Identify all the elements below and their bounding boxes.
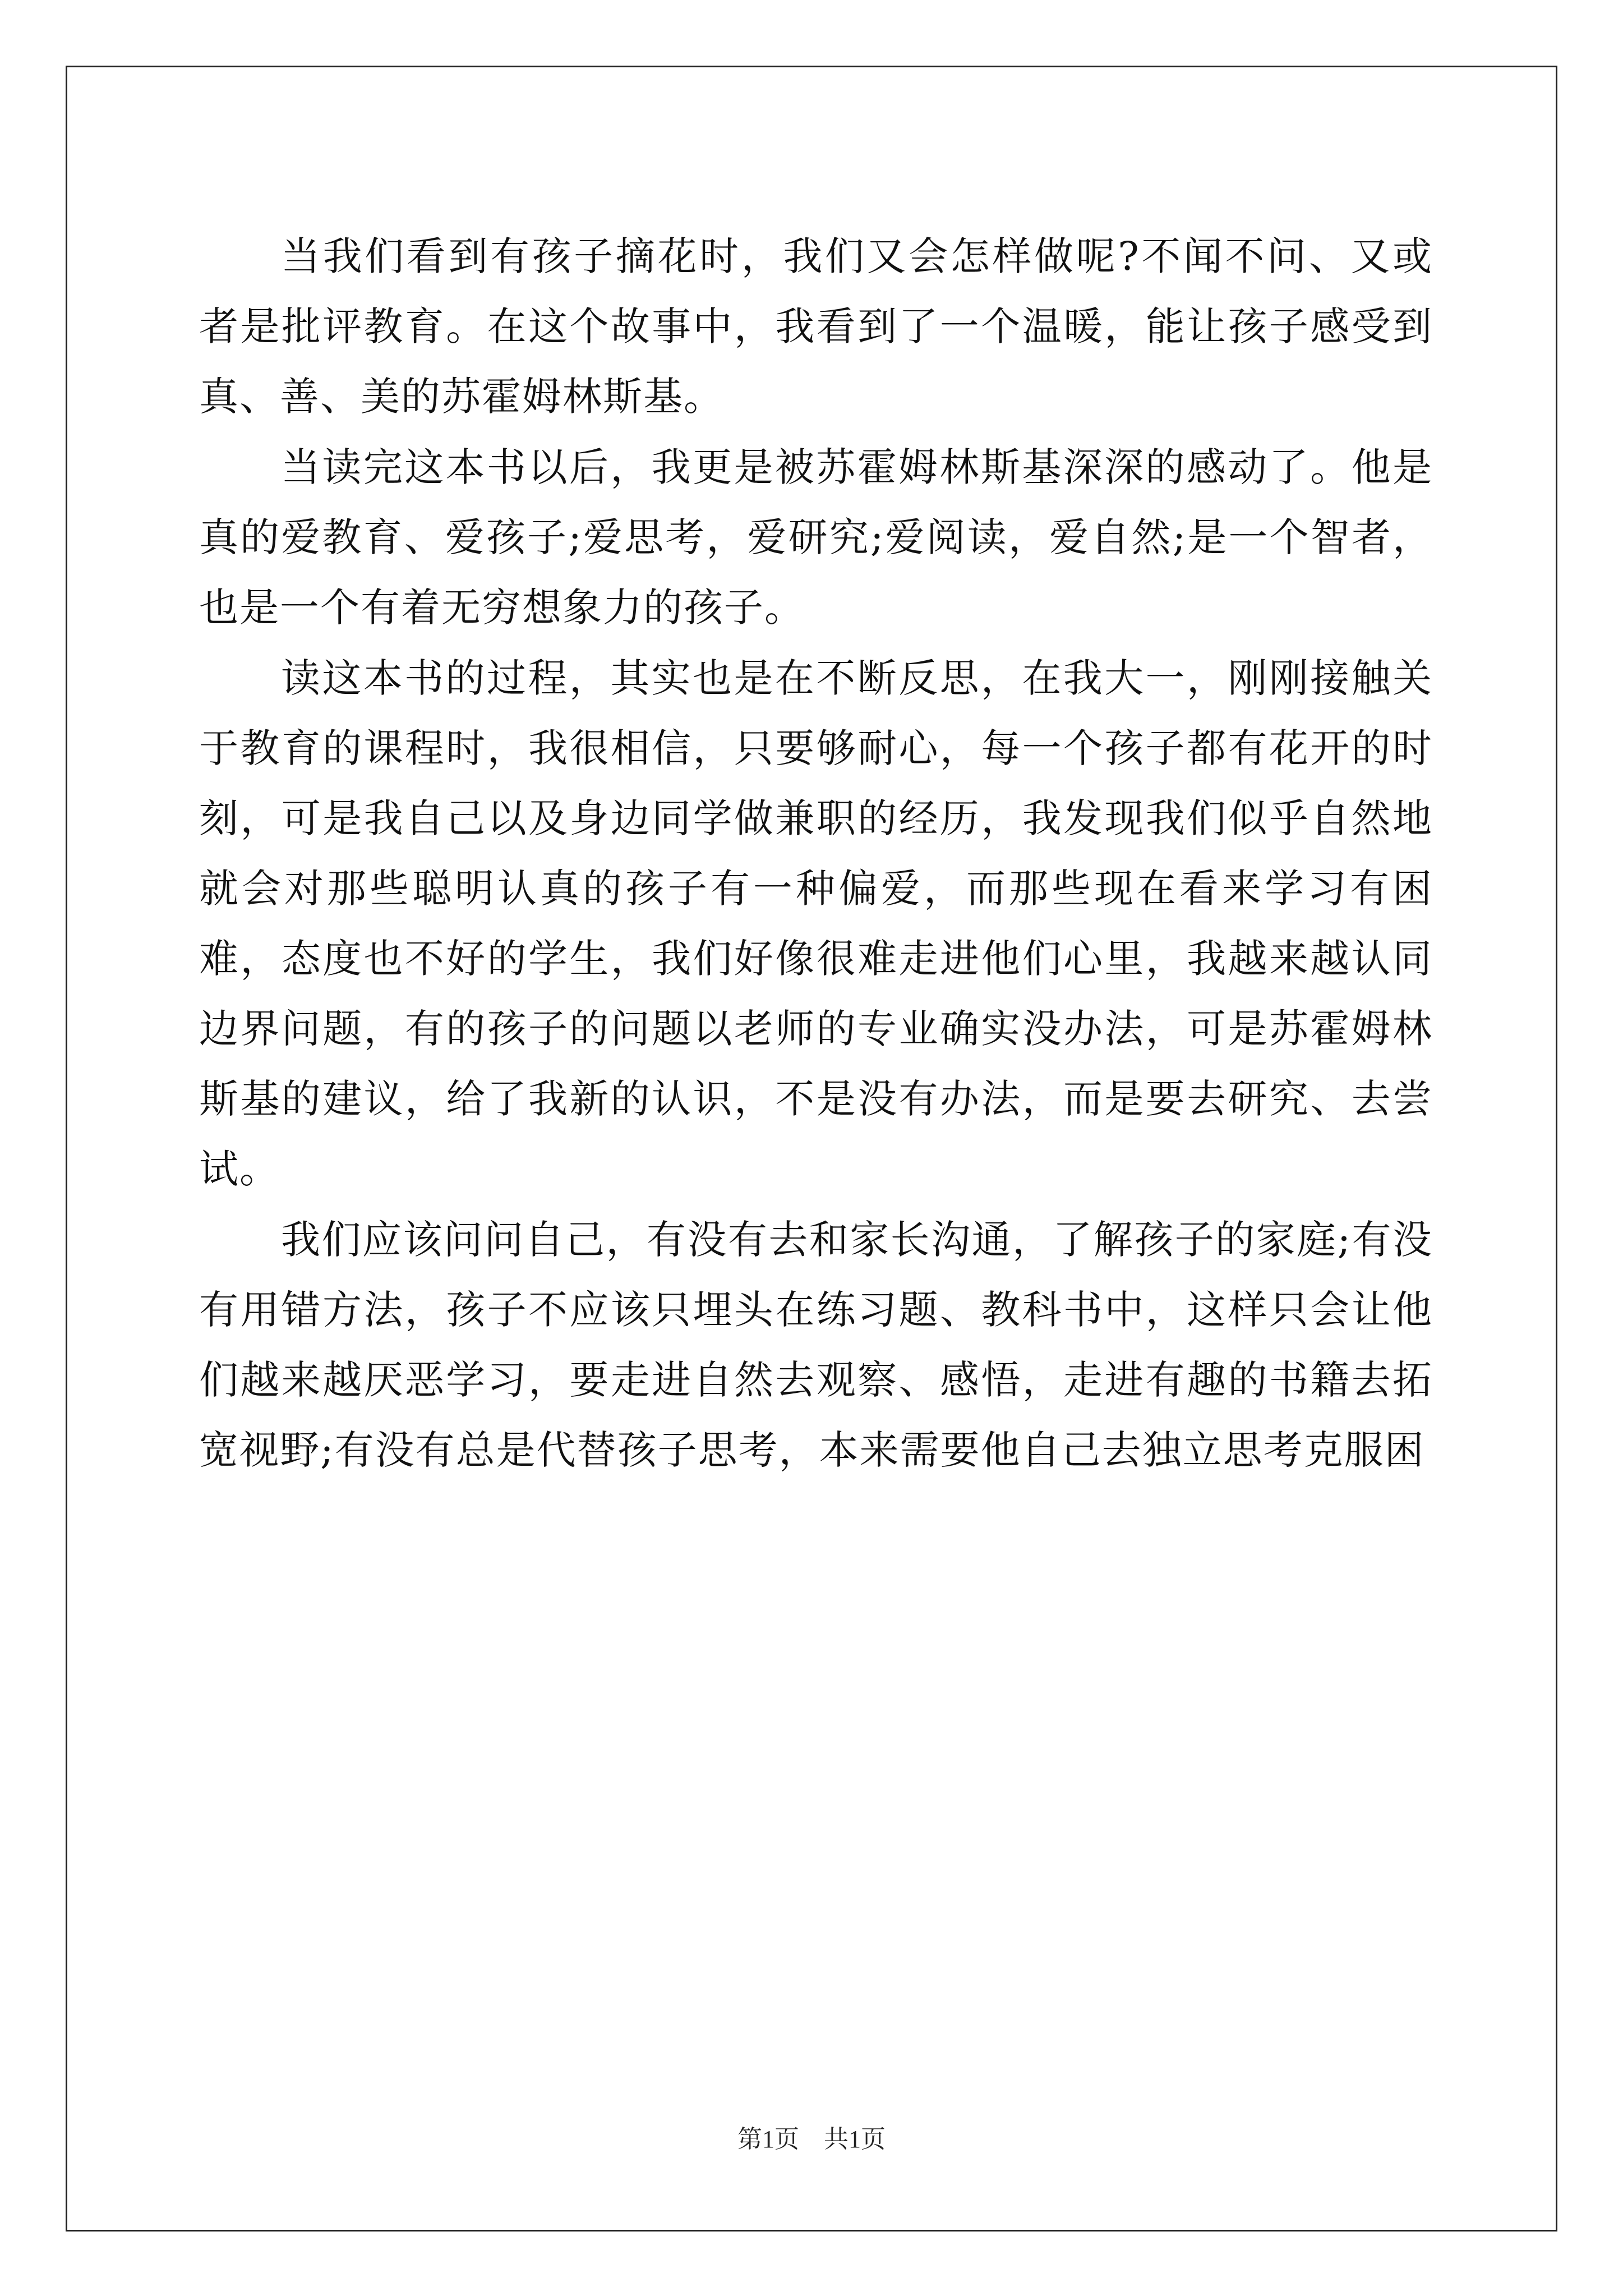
- paragraph-1: 当我们看到有孩子摘花时，我们又会怎样做呢?不闻不问、又或者是批评教育。在这个故事中，我看到了一个温暖，能让孩子感受到真、善、美的苏霍姆林斯基。: [199, 233, 1433, 420]
- paragraph-3: 读这本书的过程，其实也是在不断反思，在我大一，刚刚接触关于教育的课程时，我很相信，只要够耐心，每一个孩子都有花开的时刻，可是我自己以及身边同学做兼职的经历，我发现我们似乎自然地就会对那些聪明认真的孩子有一种偏爱，而那些现在看来学习有困难，态度也不好的学生，我们好像很难走进他们心里，我越来越认同边界问题，有的孩子的问题以老师的专业确实没办法，可是苏霍姆林斯基的建议，给了我新的认识，不是没有办法，而是要去研究、去尝试。: [199, 655, 1433, 1192]
- paragraph-2: 当读完这本书以后，我更是被苏霍姆林斯基深深的感动了。他是真的爱教育、爱孩子;爱思考，爱研究;爱阅读，爱自然;是一个智者，也是一个有着无穷想象力的孩子。: [199, 444, 1433, 631]
- paragraph-4: 我们应该问问自己，有没有去和家长沟通，了解孩子的家庭;有没有用错方法，孩子不应该只埋头在练习题、教科书中，这样只会让他们越来越厌恶学习，要走进自然去观察、感悟，走进有趣的书籍去拓宽视野;有没有总是代替孩子思考，本来需要他自己去独立思考克服困: [199, 1217, 1433, 1473]
- page-footer: 第1页 共1页: [737, 2125, 886, 2153]
- document-body: [199, 222, 1433, 1486]
